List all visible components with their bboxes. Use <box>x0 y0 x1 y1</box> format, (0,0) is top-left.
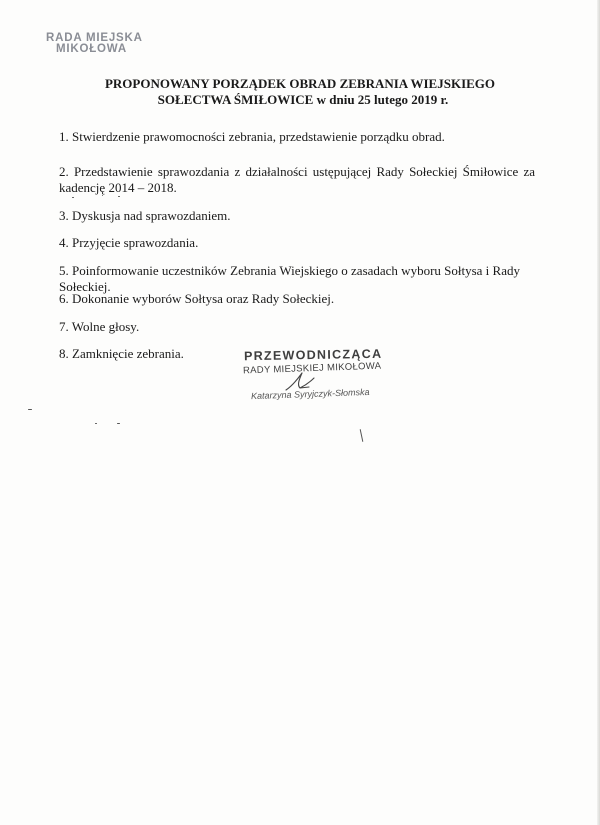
signature-stamp-title: PRZEWODNICZĄCA <box>243 346 383 364</box>
stamp-line-1: RADA MIEJSKA <box>46 32 143 44</box>
council-stamp <box>46 33 143 55</box>
document-title <box>0 76 600 108</box>
scan-speck <box>360 429 364 442</box>
agenda-item-4: 4. Przyjęcie sprawozdania. <box>59 235 199 250</box>
signature-stamp-subtitle: RADY MIEJSKIEJ MIKOŁOWA <box>242 360 382 377</box>
agenda-item-6: 6. Dokonanie wyborów Sołtysa oraz Rady Sołeckiej. <box>59 291 335 306</box>
title-line-1: PROPONOWANY PORZĄDEK OBRAD ZEBRANIA WIEJSKIEGO <box>104 76 496 91</box>
agenda-item-1: 1. Stwierdzenie prawomocności zebrania, przedstawienie porządku obrad. <box>59 129 445 144</box>
agenda-item-8: 8. Zamknięcie zebrania. <box>59 346 184 361</box>
agenda-item-5: 5. Poinformowanie uczestników Zebrania Wiejskiego o zasadach wyboru Sołtysa i Rady Sołeckiej. <box>59 263 520 294</box>
scan-speck <box>102 195 103 196</box>
agenda-item-3: 3. Dyskusja nad sprawozdaniem. <box>59 208 231 223</box>
scan-speck <box>118 196 120 197</box>
title-line-2: SOŁECTWA ŚMIŁOWICE w dniu 25 lutego 2019 r. <box>157 92 449 107</box>
scan-speck <box>72 197 74 198</box>
scan-speck <box>28 409 32 410</box>
scan-speck <box>117 423 120 424</box>
signatory-name: Katarzyna Syryjczyk-Słomska <box>250 386 370 402</box>
scan-speck <box>95 423 97 424</box>
agenda-item-7: 7. Wolne głosy. <box>59 319 140 334</box>
agenda-item-2: 2. Przedstawienie sprawozdania z działalności ustępującej Rady Sołeckiej Śmiłowice za kadencję 2014 – 2018. <box>59 164 535 195</box>
stamp-line-2: MIKOŁOWA <box>56 43 127 55</box>
